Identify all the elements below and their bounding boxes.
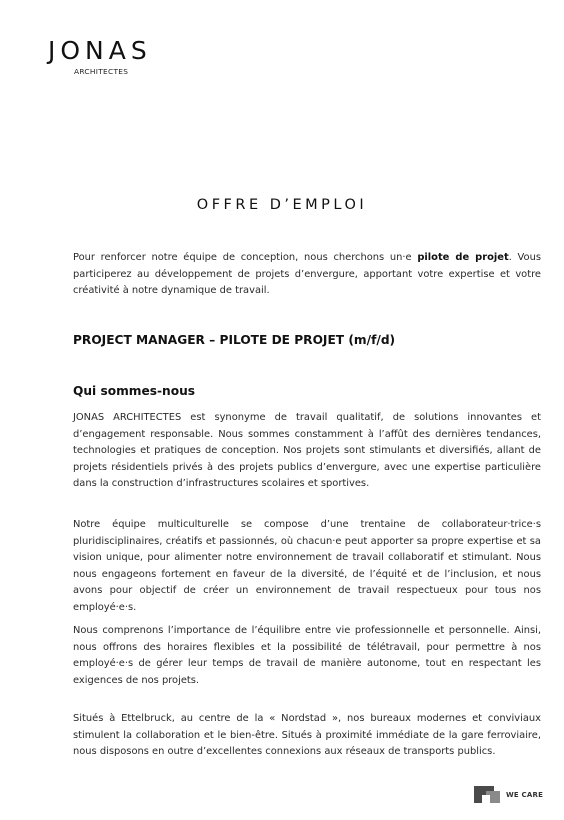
paragraph-about: JONAS ARCHITECTES est synonyme de travail qualitatif, de solutions innovantes et d’engagement responsable. Nous sommes constamment à l’affût des dernières tendances, technologies et pratiques de conception. Nos projets sont stimulants et diversifiés, allant de projets résidentiels privés à des projets publics d’envergure, avec une expertise particulière dans la construction d’infrastructures scolaires et sportives. — [73, 412, 541, 490]
intro-highlight: pilote de projet — [417, 252, 509, 263]
logo-name: JONAS — [48, 36, 152, 65]
footer-badge — [474, 786, 543, 803]
paragraph-balance: Nous comprenons l’importance de l’équilibre entre vie professionnelle et personnelle. Ainsi, nous offrons des horaires flexibles et la possibilité de télétravail, pour permettre à nos employé·e·s de gérer leur temps de travail de manière autonome, tout en respectant les exigences de nos projets. — [73, 625, 541, 686]
paragraph-team: Notre équipe multiculturelle se compose d’une trentaine de collaborateur·trice·s pluridisciplinaires, créatifs et passionnés, où chacun·e peut apporter sa propre expertise et sa vision unique, pour alimenter notre environnement de travail collaboratif et stimulant. Nous nous engageons fortement en faveur de la diversité, de l’équité et de l’inclusion, et nous avons pour objectif de créer un environnement de travail respectueux pour tous nos employé·e·s. — [73, 519, 541, 613]
job-title: PROJECT MANAGER – PILOTE DE PROJET (m/f/d) — [73, 333, 396, 347]
we-care-label: WE CARE — [506, 790, 544, 799]
intro-paragraph — [73, 250, 541, 300]
intro-text-end: . Vous participerez au développement de projets d’envergure, apportant votre expertise et votre créativité à notre dynamique de travail. — [73, 252, 541, 297]
logo-subtitle: ARCHITECTES — [74, 67, 129, 76]
we-care-logo-icon — [474, 786, 500, 803]
page-title: OFFRE D’EMPLOI — [196, 197, 368, 213]
intro-text-start: Pour renforcer notre équipe de conception, nous cherchons un·e — [73, 252, 418, 263]
company-logo — [48, 38, 162, 76]
paragraph-location: Situés à Ettelbruck, au centre de la « Nordstad », nos bureaux modernes et conviviaux stimulent la collaboration et le bien-être. Situés à proximité immédiate de la gare ferroviaire, nous disposons en outre d’excellentes connexions aux réseaux de transports publics. — [73, 713, 541, 758]
section-heading: Qui sommes-nous — [73, 384, 196, 398]
